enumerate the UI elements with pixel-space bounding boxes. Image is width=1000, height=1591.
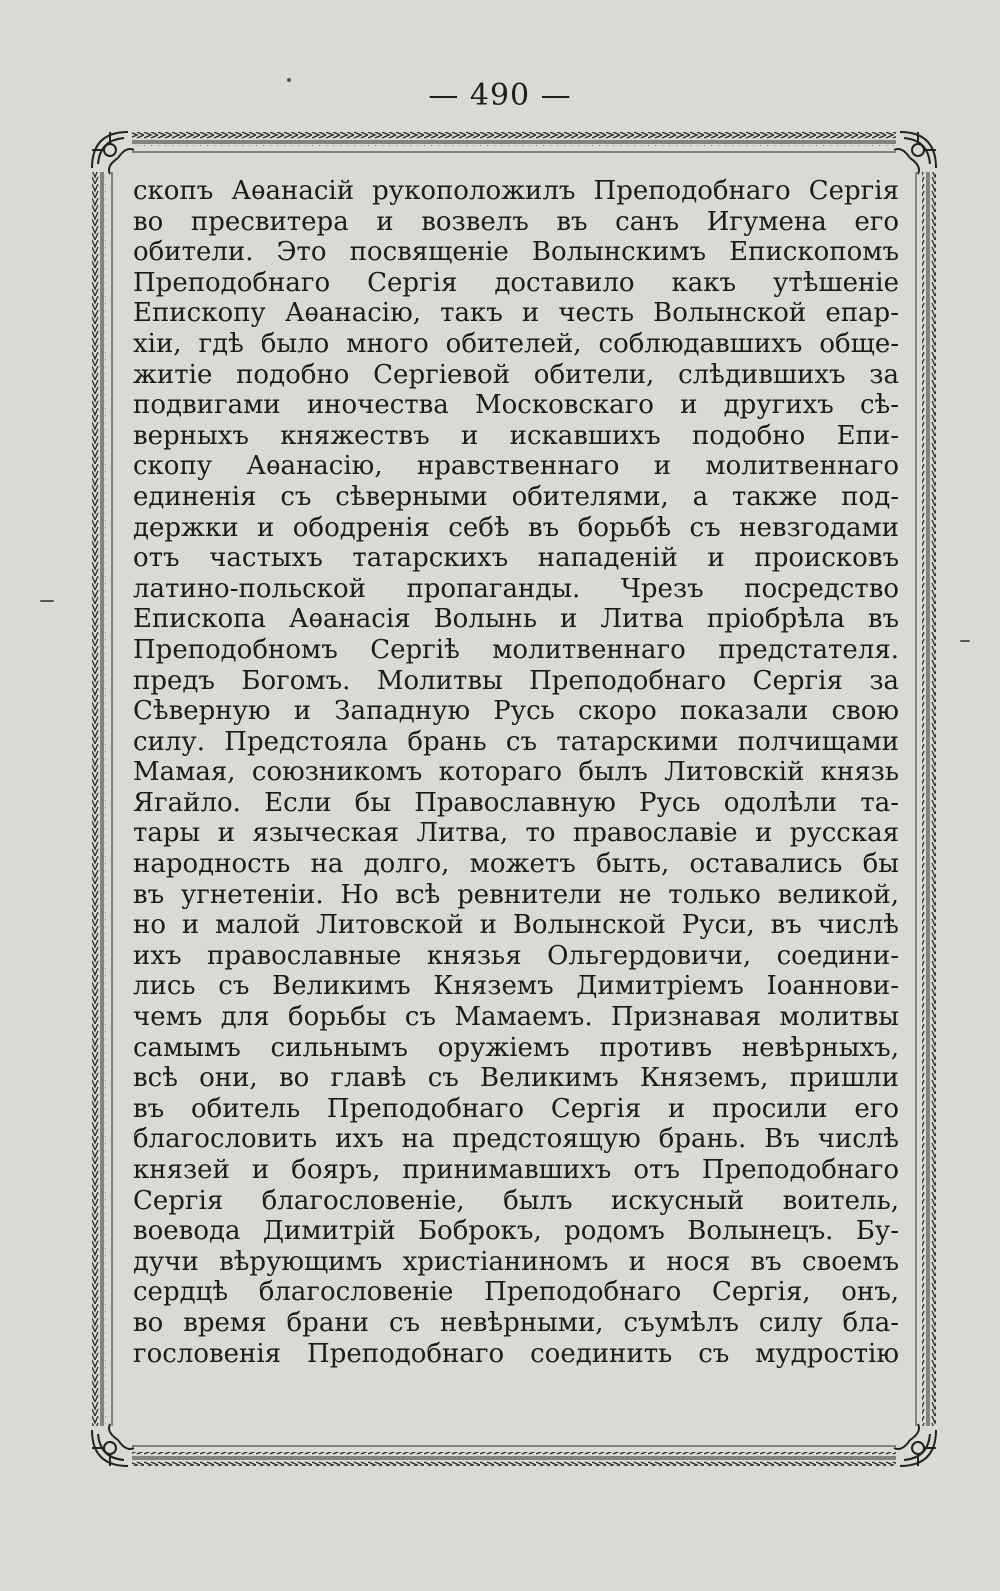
- text-line: подвигами иночества Московскаго и другихъ сѣ-: [133, 390, 899, 421]
- text-line: силу. Предстояла брань съ татарскими полчищами: [133, 726, 899, 757]
- body-text: [133, 176, 899, 1369]
- text-line: сердцѣ благословеніе Преподобнаго Сергія, онъ,: [133, 1277, 899, 1308]
- text-line: отъ частыхъ татарскихъ нападеній и происковъ: [133, 543, 899, 574]
- text-line: во время брани съ невѣрными, съумѣлъ силу бла-: [133, 1307, 899, 1338]
- text-line: обители. Это посвященіе Волынскимъ Епископомъ: [133, 237, 899, 268]
- text-line: ихъ православные князья Ольгердовичи, соедини-: [133, 940, 899, 971]
- text-line: предъ Богомъ. Молитвы Преподобнаго Сергія за: [133, 665, 899, 696]
- text-line: во пресвитера и возвелъ въ санъ Игумена его: [133, 206, 899, 237]
- text-line: воевода Димитрій Боброкъ, родомъ Волынецъ. Бу-: [133, 1216, 899, 1247]
- text-line: хіи, гдѣ было много обителей, соблюдавшихъ обще-: [133, 328, 899, 359]
- text-line: верныхъ княжествъ и искавшихъ подобно Епи-: [133, 420, 899, 451]
- text-line: Сѣверную и Западную Русь скоро показали свою: [133, 696, 899, 727]
- text-line: въ угнетеніи. Но всѣ ревнители не только великой,: [133, 879, 899, 910]
- text-line: Преподобномъ Сергіѣ молитвеннаго предстателя.: [133, 634, 899, 665]
- text-line: Ягайло. Если бы Православную Русь одолѣли та-: [133, 787, 899, 818]
- text-line: лись съ Великимъ Княземъ Димитріемъ Іоаннови-: [133, 971, 899, 1002]
- text-line: Преподобнаго Сергія доставило какъ утѣшеніе: [133, 267, 899, 298]
- text-line: всѣ они, во главѣ съ Великимъ Княземъ, пришли: [133, 1063, 899, 1094]
- text-line: держки и ободренія себѣ въ борьбѣ съ невзгодами: [133, 512, 899, 543]
- text-line: тары и языческая Литва, то православіе и русская: [133, 818, 899, 849]
- paper-speck: [40, 600, 54, 602]
- text-line: народность на долго, можетъ быть, оставались бы: [133, 849, 899, 880]
- paper-speck: [960, 640, 970, 642]
- text-line: скопу Аѳанасію, нравственнаго и молитвеннаго: [133, 451, 899, 482]
- text-line: Сергія благословеніе, былъ искусный воитель,: [133, 1185, 899, 1216]
- text-line: Мамая, союзникомъ котораго былъ Литовскій князь: [133, 757, 899, 788]
- text-line: житіе подобно Сергіевой обители, слѣдившихъ за: [133, 359, 899, 390]
- text-line: чемъ для борьбы съ Мамаемъ. Признавая молитвы: [133, 1002, 899, 1033]
- text-line: Епископу Аѳанасію, такъ и честь Волынской епар-: [133, 298, 899, 329]
- text-line: гословенія Преподобнаго соединить съ мудростію: [133, 1338, 899, 1369]
- text-line: благословить ихъ на предстоящую брань. Въ числѣ: [133, 1124, 899, 1155]
- text-line: дучи вѣрующимъ христіаниномъ и нося въ своемъ: [133, 1246, 899, 1277]
- page-number: — 490 —: [428, 78, 572, 113]
- text-line: князей и бояръ, принимавшихъ отъ Преподобнаго: [133, 1155, 899, 1185]
- text-line: самымъ сильнымъ оружіемъ противъ невѣрныхъ,: [133, 1032, 899, 1063]
- paper-speck: [287, 78, 291, 82]
- text-line: скопъ Аѳанасій рукоположилъ Преподобнаго Сергія: [133, 176, 899, 206]
- text-line: единенія съ сѣверными обителями, а также под-: [133, 481, 899, 512]
- text-line: латино-польской пропаганды. Чрезъ посредство: [133, 573, 899, 604]
- text-line: но и малой Литовской и Волынской Руси, въ числѣ: [133, 910, 899, 941]
- text-line: въ обитель Преподобнаго Сергія и просили его: [133, 1093, 899, 1124]
- text-line: Епископа Аѳанасія Волынь и Литва пріобрѣла въ: [133, 604, 899, 635]
